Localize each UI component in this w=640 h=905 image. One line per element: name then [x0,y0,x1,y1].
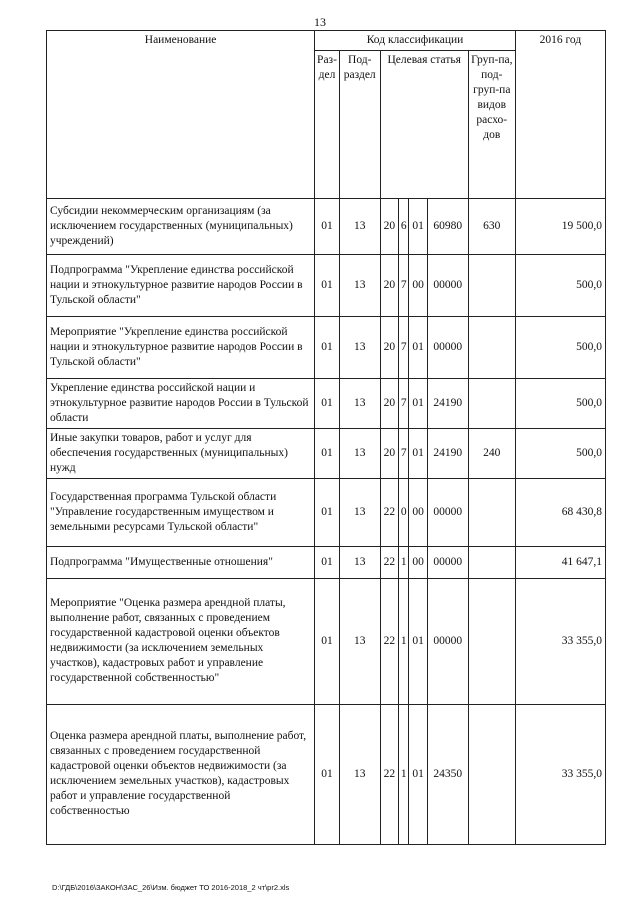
row-target-2: 1 [399,704,409,844]
row-target-4: 00000 [427,578,468,704]
row-target-2: 6 [399,198,409,254]
row-group [468,478,515,546]
row-target-1: 22 [380,578,398,704]
row-target-1: 20 [380,316,398,378]
header-target: Целевая статья [380,50,468,198]
row-target-2: 7 [399,254,409,316]
row-amount: 68 430,8 [515,478,605,546]
row-amount: 500,0 [515,254,605,316]
row-target-3: 01 [409,316,427,378]
row-razdel: 01 [315,704,340,844]
row-target-4: 24190 [427,378,468,428]
row-podrazdel: 13 [339,316,380,378]
row-name: Укрепление единства российской нации и этнокультурное развитие народов России в Тульской области [47,378,315,428]
row-razdel: 01 [315,378,340,428]
row-amount: 500,0 [515,378,605,428]
budget-table [46,30,606,845]
row-target-4: 60980 [427,198,468,254]
table-row [47,428,606,478]
row-group [468,254,515,316]
row-target-1: 20 [380,254,398,316]
row-amount: 500,0 [515,316,605,378]
row-name: Мероприятие "Оценка размера арендной платы, выполнение работ, связанных с проведением государственной кадастровой оценки объектов недвижимости (за исключением земельных участков), кадастровых работ и управление государственной собственностью" [47,578,315,704]
row-group [468,704,515,844]
table-row [47,578,606,704]
row-target-4: 24350 [427,704,468,844]
row-name: Подпрограмма "Имущественные отношения" [47,546,315,578]
row-name: Иные закупки товаров, работ и услуг для обеспечения государственных (муниципальных) нужд [47,428,315,478]
row-podrazdel: 13 [339,198,380,254]
row-target-1: 22 [380,478,398,546]
table-row [47,316,606,378]
row-target-4: 00000 [427,546,468,578]
page-number: 13 [314,15,326,29]
row-target-3: 01 [409,378,427,428]
row-group [468,316,515,378]
row-razdel: 01 [315,578,340,704]
row-name: Подпрограмма "Укрепление единства российской нации и этнокультурное развитие народов России в Тульской области" [47,254,315,316]
row-target-1: 20 [380,378,398,428]
row-amount: 41 647,1 [515,546,605,578]
row-name: Мероприятие "Укрепление единства российской нации и этнокультурное развитие народов России в Тульской области" [47,316,315,378]
row-podrazdel: 13 [339,428,380,478]
row-target-3: 01 [409,578,427,704]
table-row [47,378,606,428]
row-target-3: 01 [409,198,427,254]
row-razdel: 01 [315,198,340,254]
row-target-2: 0 [399,478,409,546]
row-target-2: 7 [399,316,409,378]
row-podrazdel: 13 [339,478,380,546]
row-target-2: 1 [399,546,409,578]
row-target-1: 20 [380,428,398,478]
header-year: 2016 год [515,31,605,199]
table-row [47,546,606,578]
row-group [468,378,515,428]
row-razdel: 01 [315,316,340,378]
row-name: Субсидии некоммерческим организациям (за исключением государственных (муниципальных) учреждений) [47,198,315,254]
row-target-4: 00000 [427,316,468,378]
row-razdel: 01 [315,546,340,578]
row-podrazdel: 13 [339,254,380,316]
row-target-2: 7 [399,428,409,478]
row-podrazdel: 13 [339,578,380,704]
header-group: Груп-па, под-груп-па видов расхо-дов [468,50,515,198]
row-target-4: 24190 [427,428,468,478]
row-group [468,578,515,704]
row-name: Оценка размера арендной платы, выполнение работ, связанных с проведением государственной кадастровой оценки объектов недвижимости (за исключением земельных участков), кадастровых работ и управление государственной собственностью [47,704,315,844]
row-amount: 19 500,0 [515,198,605,254]
row-target-1: 20 [380,198,398,254]
row-group [468,546,515,578]
row-amount: 500,0 [515,428,605,478]
header-podrazdel: Под-раздел [339,50,380,198]
row-target-4: 00000 [427,254,468,316]
row-target-3: 01 [409,428,427,478]
row-target-3: 01 [409,704,427,844]
row-name: Государственная программа Тульской области "Управление государственным имуществом и земельными ресурсами Тульской области" [47,478,315,546]
row-target-4: 00000 [427,478,468,546]
row-target-1: 22 [380,704,398,844]
table-row [47,254,606,316]
row-group: 240 [468,428,515,478]
table-row [47,704,606,844]
row-razdel: 01 [315,478,340,546]
file-path-footer: D:\ГДБ\2016\ЗАКОН\ЗАС_26\Изм. бюджет ТО 2016-2018_2 чт\pr2.xls [52,883,290,892]
row-target-2: 7 [399,378,409,428]
row-amount: 33 355,0 [515,578,605,704]
row-podrazdel: 13 [339,378,380,428]
row-razdel: 01 [315,428,340,478]
row-group: 630 [468,198,515,254]
header-name: Наименование [47,31,315,199]
row-target-3: 00 [409,546,427,578]
row-target-2: 1 [399,578,409,704]
row-target-3: 00 [409,254,427,316]
row-target-3: 00 [409,478,427,546]
table-row [47,198,606,254]
row-podrazdel: 13 [339,546,380,578]
table-row [47,478,606,546]
row-razdel: 01 [315,254,340,316]
row-amount: 33 355,0 [515,704,605,844]
header-classification: Код классификации [315,31,516,51]
row-podrazdel: 13 [339,704,380,844]
header-razdel: Раз-дел [315,50,340,198]
row-target-1: 22 [380,546,398,578]
